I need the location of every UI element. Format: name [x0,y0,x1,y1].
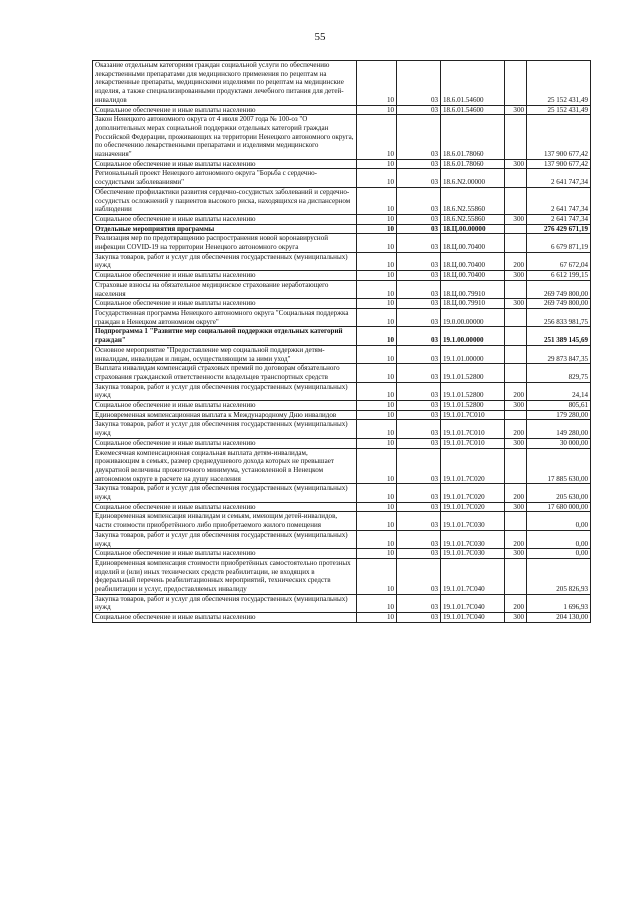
subsection-code-cell: 03 [397,594,441,612]
target-article-cell: 19.1.00.00000 [441,327,505,345]
table-row [93,187,591,214]
row-name-cell: Оказание отдельным категориям граждан социальной услуги по обеспечению лекарственными препаратами для медицинского применения по рецептам на лекарственные препараты, медицинскими изделиями по рецептам на медицинские изделия, а также специализированными продуктами лечебного питания для детей-инвалидов [93,61,357,106]
section-code-cell: 10 [357,234,397,252]
amount-cell: 2 641 747,34 [527,187,591,214]
section-code-cell: 10 [357,308,397,326]
expense-type-cell [505,187,527,214]
expense-type-cell [505,512,527,530]
subsection-code-cell: 03 [397,105,441,115]
section-code-cell: 10 [357,549,397,559]
subsection-code-cell: 03 [397,613,441,623]
row-name-cell: Основное мероприятие "Предоставление мер социальной поддержки детям-инвалидам, инвалидам и лицам, осуществляющим за ними уход" [93,345,357,363]
amount-cell: 149 280,00 [527,420,591,438]
amount-cell: 17 885 630,00 [527,448,591,484]
row-name-cell: Закупка товаров, работ и услуг для обеспечения государственных (муниципальных) нужд [93,252,357,270]
table-row [93,594,591,612]
row-name-cell: Единовременная компенсация стоимости приобретённых самостоятельно протезных изделий и (или) иных технических средств реабилитации, не входящих в федеральный перечень реабилитационных мероприятий, технических средств реабилитации и услуг, предоставляемых инвалиду [93,558,357,594]
target-article-cell: 19.1.01.7С010 [441,420,505,438]
subsection-code-cell: 03 [397,280,441,298]
table-row [93,252,591,270]
table-row [93,308,591,326]
subsection-code-cell: 03 [397,214,441,224]
table-row [93,549,591,559]
section-code-cell: 10 [357,401,397,411]
section-code-cell: 10 [357,594,397,612]
amount-cell: 67 672,04 [527,252,591,270]
table-row [93,214,591,224]
target-article-cell: 19.1.01.7С040 [441,594,505,612]
table-row [93,364,591,382]
expense-type-cell [505,224,527,234]
target-article-cell: 18.Ц.00.79910 [441,299,505,309]
expense-type-cell [505,115,527,160]
target-article-cell: 19.1.01.7С010 [441,438,505,448]
page-number: 55 [314,31,326,43]
table-row [93,382,591,400]
subsection-code-cell: 03 [397,448,441,484]
section-code-cell: 10 [357,61,397,106]
row-name-cell: Социальное обеспечение и иные выплаты населению [93,502,357,512]
table-row [93,420,591,438]
section-code-cell: 10 [357,410,397,420]
target-article-cell: 19.1.01.52800 [441,401,505,411]
section-code-cell: 10 [357,115,397,160]
expense-type-cell: 300 [505,105,527,115]
expense-type-cell [505,448,527,484]
subsection-code-cell: 03 [397,61,441,106]
row-name-cell: Социальное обеспечение и иные выплаты населению [93,159,357,169]
row-name-cell: Социальное обеспечение и иные выплаты населению [93,214,357,224]
target-article-cell: 18.6.N2.55860 [441,187,505,214]
expense-type-cell: 200 [505,382,527,400]
table-row [93,448,591,484]
target-article-cell: 18.Ц.00.70400 [441,271,505,281]
section-code-cell: 10 [357,187,397,214]
section-code-cell: 10 [357,345,397,363]
table-row [93,159,591,169]
target-article-cell: 18.Ц.00.00000 [441,224,505,234]
section-code-cell: 10 [357,448,397,484]
subsection-code-cell: 03 [397,382,441,400]
row-name-cell: Закупка товаров, работ и услуг для обеспечения государственных (муниципальных) нужд [93,484,357,502]
table-row [93,105,591,115]
row-name-cell: Реализация мер по предотвращению распространения новой коронавирусной инфекции COVID-19 на территории Ненецкого автономного округа [93,234,357,252]
amount-cell: 205 826,93 [527,558,591,594]
row-name-cell: Региональный проект Ненецкого автономного округа "Борьба с сердечно-сосудистыми заболеваниями" [93,169,357,187]
target-article-cell: 18.Ц.00.70400 [441,252,505,270]
row-name-cell: Закупка товаров, работ и услуг для обеспечения государственных (муниципальных) нужд [93,594,357,612]
expense-type-cell: 200 [505,420,527,438]
row-name-cell: Отдельные мероприятия программы [93,224,357,234]
expense-type-cell [505,61,527,106]
target-article-cell: 19.1.01.7С030 [441,549,505,559]
target-article-cell: 18.6.01.54600 [441,105,505,115]
subsection-code-cell: 03 [397,345,441,363]
table-row [93,299,591,309]
target-article-cell: 19.1.01.7С040 [441,558,505,594]
table-row [93,345,591,363]
row-name-cell: Подпрограмма 1 "Развитие мер социальной поддержки отдельных категорий граждан" [93,327,357,345]
expense-type-cell: 200 [505,530,527,548]
row-name-cell: Закупка товаров, работ и услуг для обеспечения государственных (муниципальных) нужд [93,530,357,548]
row-name-cell: Государственная программа Ненецкого автономного округа "Социальная поддержка граждан в Ненецком автономном округе" [93,308,357,326]
amount-cell: 137 900 677,42 [527,115,591,160]
target-article-cell: 19.0.00.00000 [441,308,505,326]
amount-cell: 829,75 [527,364,591,382]
amount-cell: 0,00 [527,549,591,559]
table-row [93,115,591,160]
amount-cell: 2 641 747,34 [527,169,591,187]
expense-type-cell [505,280,527,298]
section-code-cell: 10 [357,512,397,530]
section-code-cell: 10 [357,382,397,400]
row-name-cell: Социальное обеспечение и иные выплаты населению [93,105,357,115]
subsection-code-cell: 03 [397,410,441,420]
subsection-code-cell: 03 [397,420,441,438]
row-name-cell: Социальное обеспечение и иные выплаты населению [93,299,357,309]
expense-type-cell: 300 [505,299,527,309]
row-name-cell: Социальное обеспечение и иные выплаты населению [93,549,357,559]
amount-cell: 269 749 800,00 [527,299,591,309]
row-name-cell: Страховые взносы на обязательное медицинское страхование неработающего населения [93,280,357,298]
table-row [93,512,591,530]
amount-cell: 256 833 981,75 [527,308,591,326]
table-row [93,61,591,106]
expense-type-cell [505,558,527,594]
table-row [93,401,591,411]
amount-cell: 205 630,00 [527,484,591,502]
amount-cell: 29 873 847,35 [527,345,591,363]
section-code-cell: 10 [357,280,397,298]
target-article-cell: 18.6.01.54600 [441,61,505,106]
section-code-cell: 10 [357,613,397,623]
target-article-cell: 18.Ц.00.79910 [441,280,505,298]
row-name-cell: Социальное обеспечение и иные выплаты населению [93,613,357,623]
expense-type-cell: 300 [505,271,527,281]
table-row [93,438,591,448]
row-name-cell: Закупка товаров, работ и услуг для обеспечения государственных (муниципальных) нужд [93,382,357,400]
subsection-code-cell: 03 [397,115,441,160]
section-code-cell: 10 [357,271,397,281]
subsection-code-cell: 03 [397,252,441,270]
section-code-cell: 10 [357,299,397,309]
section-code-cell: 10 [357,159,397,169]
amount-cell: 179 280,00 [527,410,591,420]
expense-type-cell: 200 [505,252,527,270]
expense-type-cell [505,410,527,420]
target-article-cell: 19.1.01.7С020 [441,448,505,484]
table-row [93,484,591,502]
subsection-code-cell: 03 [397,530,441,548]
expense-type-cell [505,234,527,252]
table-row [93,410,591,420]
budget-table-body [93,61,591,623]
row-name-cell: Социальное обеспечение и иные выплаты населению [93,438,357,448]
target-article-cell: 19.1.01.00000 [441,345,505,363]
target-article-cell: 18.6.N2.55860 [441,214,505,224]
subsection-code-cell: 03 [397,169,441,187]
section-code-cell: 10 [357,105,397,115]
table-row [93,234,591,252]
amount-cell: 251 389 145,69 [527,327,591,345]
section-code-cell: 10 [357,214,397,224]
subsection-code-cell: 03 [397,512,441,530]
target-article-cell: 19.1.01.7С020 [441,484,505,502]
target-article-cell: 19.1.01.7С040 [441,613,505,623]
subsection-code-cell: 03 [397,308,441,326]
expense-type-cell [505,308,527,326]
amount-cell: 17 680 000,00 [527,502,591,512]
section-code-cell: 10 [357,502,397,512]
amount-cell: 204 130,00 [527,613,591,623]
expense-type-cell [505,364,527,382]
expense-type-cell: 300 [505,438,527,448]
subsection-code-cell: 03 [397,187,441,214]
expense-type-cell: 300 [505,549,527,559]
subsection-code-cell: 03 [397,502,441,512]
section-code-cell: 10 [357,530,397,548]
row-name-cell: Закупка товаров, работ и услуг для обеспечения государственных (муниципальных) нужд [93,420,357,438]
table-row [93,327,591,345]
table-row [93,502,591,512]
table-row [93,530,591,548]
expense-type-cell: 300 [505,214,527,224]
expense-type-cell: 300 [505,502,527,512]
expense-type-cell: 200 [505,594,527,612]
amount-cell: 276 429 671,19 [527,224,591,234]
amount-cell: 6 612 199,15 [527,271,591,281]
target-article-cell: 18.6.01.78060 [441,159,505,169]
subsection-code-cell: 03 [397,438,441,448]
section-code-cell: 10 [357,169,397,187]
expense-type-cell: 300 [505,613,527,623]
budget-table [92,60,591,623]
expense-type-cell [505,169,527,187]
amount-cell: 25 152 431,49 [527,105,591,115]
table-row [93,558,591,594]
subsection-code-cell: 03 [397,401,441,411]
row-name-cell: Закон Ненецкого автономного округа от 4 июля 2007 года № 100-оз "О дополнительных мерах социальной поддержки отдельных категорий граждан Российской Федерации, проживающих на территории Ненецкого автономного округа, по обеспечению лекарственными препаратами и изделиями медицинского назначения" [93,115,357,160]
target-article-cell: 18.6.N2.00000 [441,169,505,187]
section-code-cell: 10 [357,364,397,382]
expense-type-cell [505,345,527,363]
row-name-cell: Выплата инвалидам компенсаций страховых премий по договорам обязательного страхования гражданской ответственности владельцев транспортных средств [93,364,357,382]
row-name-cell: Социальное обеспечение и иные выплаты населению [93,271,357,281]
row-name-cell: Единовременная компенсация инвалидам и семьям, имеющим детей-инвалидов, части стоимости приобретённого либо приобретаемого жилого помещения [93,512,357,530]
target-article-cell: 18.6.01.78060 [441,115,505,160]
subsection-code-cell: 03 [397,364,441,382]
table-row [93,271,591,281]
section-code-cell: 10 [357,327,397,345]
subsection-code-cell: 03 [397,327,441,345]
row-name-cell: Ежемесячная компенсационная социальная выплата детям-инвалидам, проживающим в семьях, размер среднедушевого дохода которых не превышает двукратной величины прожиточного минимума, установленной в Ненецком автономном округе в расчете на душу населения [93,448,357,484]
section-code-cell: 10 [357,420,397,438]
table-row [93,280,591,298]
amount-cell: 137 900 677,42 [527,159,591,169]
expense-type-cell: 300 [505,401,527,411]
section-code-cell: 10 [357,224,397,234]
subsection-code-cell: 03 [397,558,441,594]
amount-cell: 30 000,00 [527,438,591,448]
amount-cell: 0,00 [527,512,591,530]
amount-cell: 24,14 [527,382,591,400]
target-article-cell: 19.1.01.7С020 [441,502,505,512]
section-code-cell: 10 [357,252,397,270]
expense-type-cell: 200 [505,484,527,502]
expense-type-cell [505,327,527,345]
row-name-cell: Социальное обеспечение и иные выплаты населению [93,401,357,411]
table-row [93,169,591,187]
subsection-code-cell: 03 [397,299,441,309]
subsection-code-cell: 03 [397,234,441,252]
amount-cell: 0,00 [527,530,591,548]
target-article-cell: 19.1.01.52800 [441,364,505,382]
subsection-code-cell: 03 [397,271,441,281]
table-row [93,613,591,623]
amount-cell: 269 749 800,00 [527,280,591,298]
row-name-cell: Обеспечение профилактики развития сердечно-сосудистых заболеваний и сердечно-сосудистых осложнений у пациентов высокого риска, находящихся на диспансерном наблюдении [93,187,357,214]
table-row [93,224,591,234]
subsection-code-cell: 03 [397,484,441,502]
row-name-cell: Единовременная компенсационная выплата к Международному Дню инвалидов [93,410,357,420]
amount-cell: 805,61 [527,401,591,411]
amount-cell: 1 696,93 [527,594,591,612]
expense-type-cell: 300 [505,159,527,169]
amount-cell: 6 679 871,19 [527,234,591,252]
subsection-code-cell: 03 [397,224,441,234]
target-article-cell: 19.1.01.52800 [441,382,505,400]
target-article-cell: 19.1.01.7С010 [441,410,505,420]
section-code-cell: 10 [357,558,397,594]
target-article-cell: 19.1.01.7С030 [441,530,505,548]
target-article-cell: 19.1.01.7С030 [441,512,505,530]
target-article-cell: 18.Ц.00.70400 [441,234,505,252]
section-code-cell: 10 [357,438,397,448]
subsection-code-cell: 03 [397,159,441,169]
section-code-cell: 10 [357,484,397,502]
amount-cell: 2 641 747,34 [527,214,591,224]
subsection-code-cell: 03 [397,549,441,559]
amount-cell: 25 152 431,49 [527,61,591,106]
